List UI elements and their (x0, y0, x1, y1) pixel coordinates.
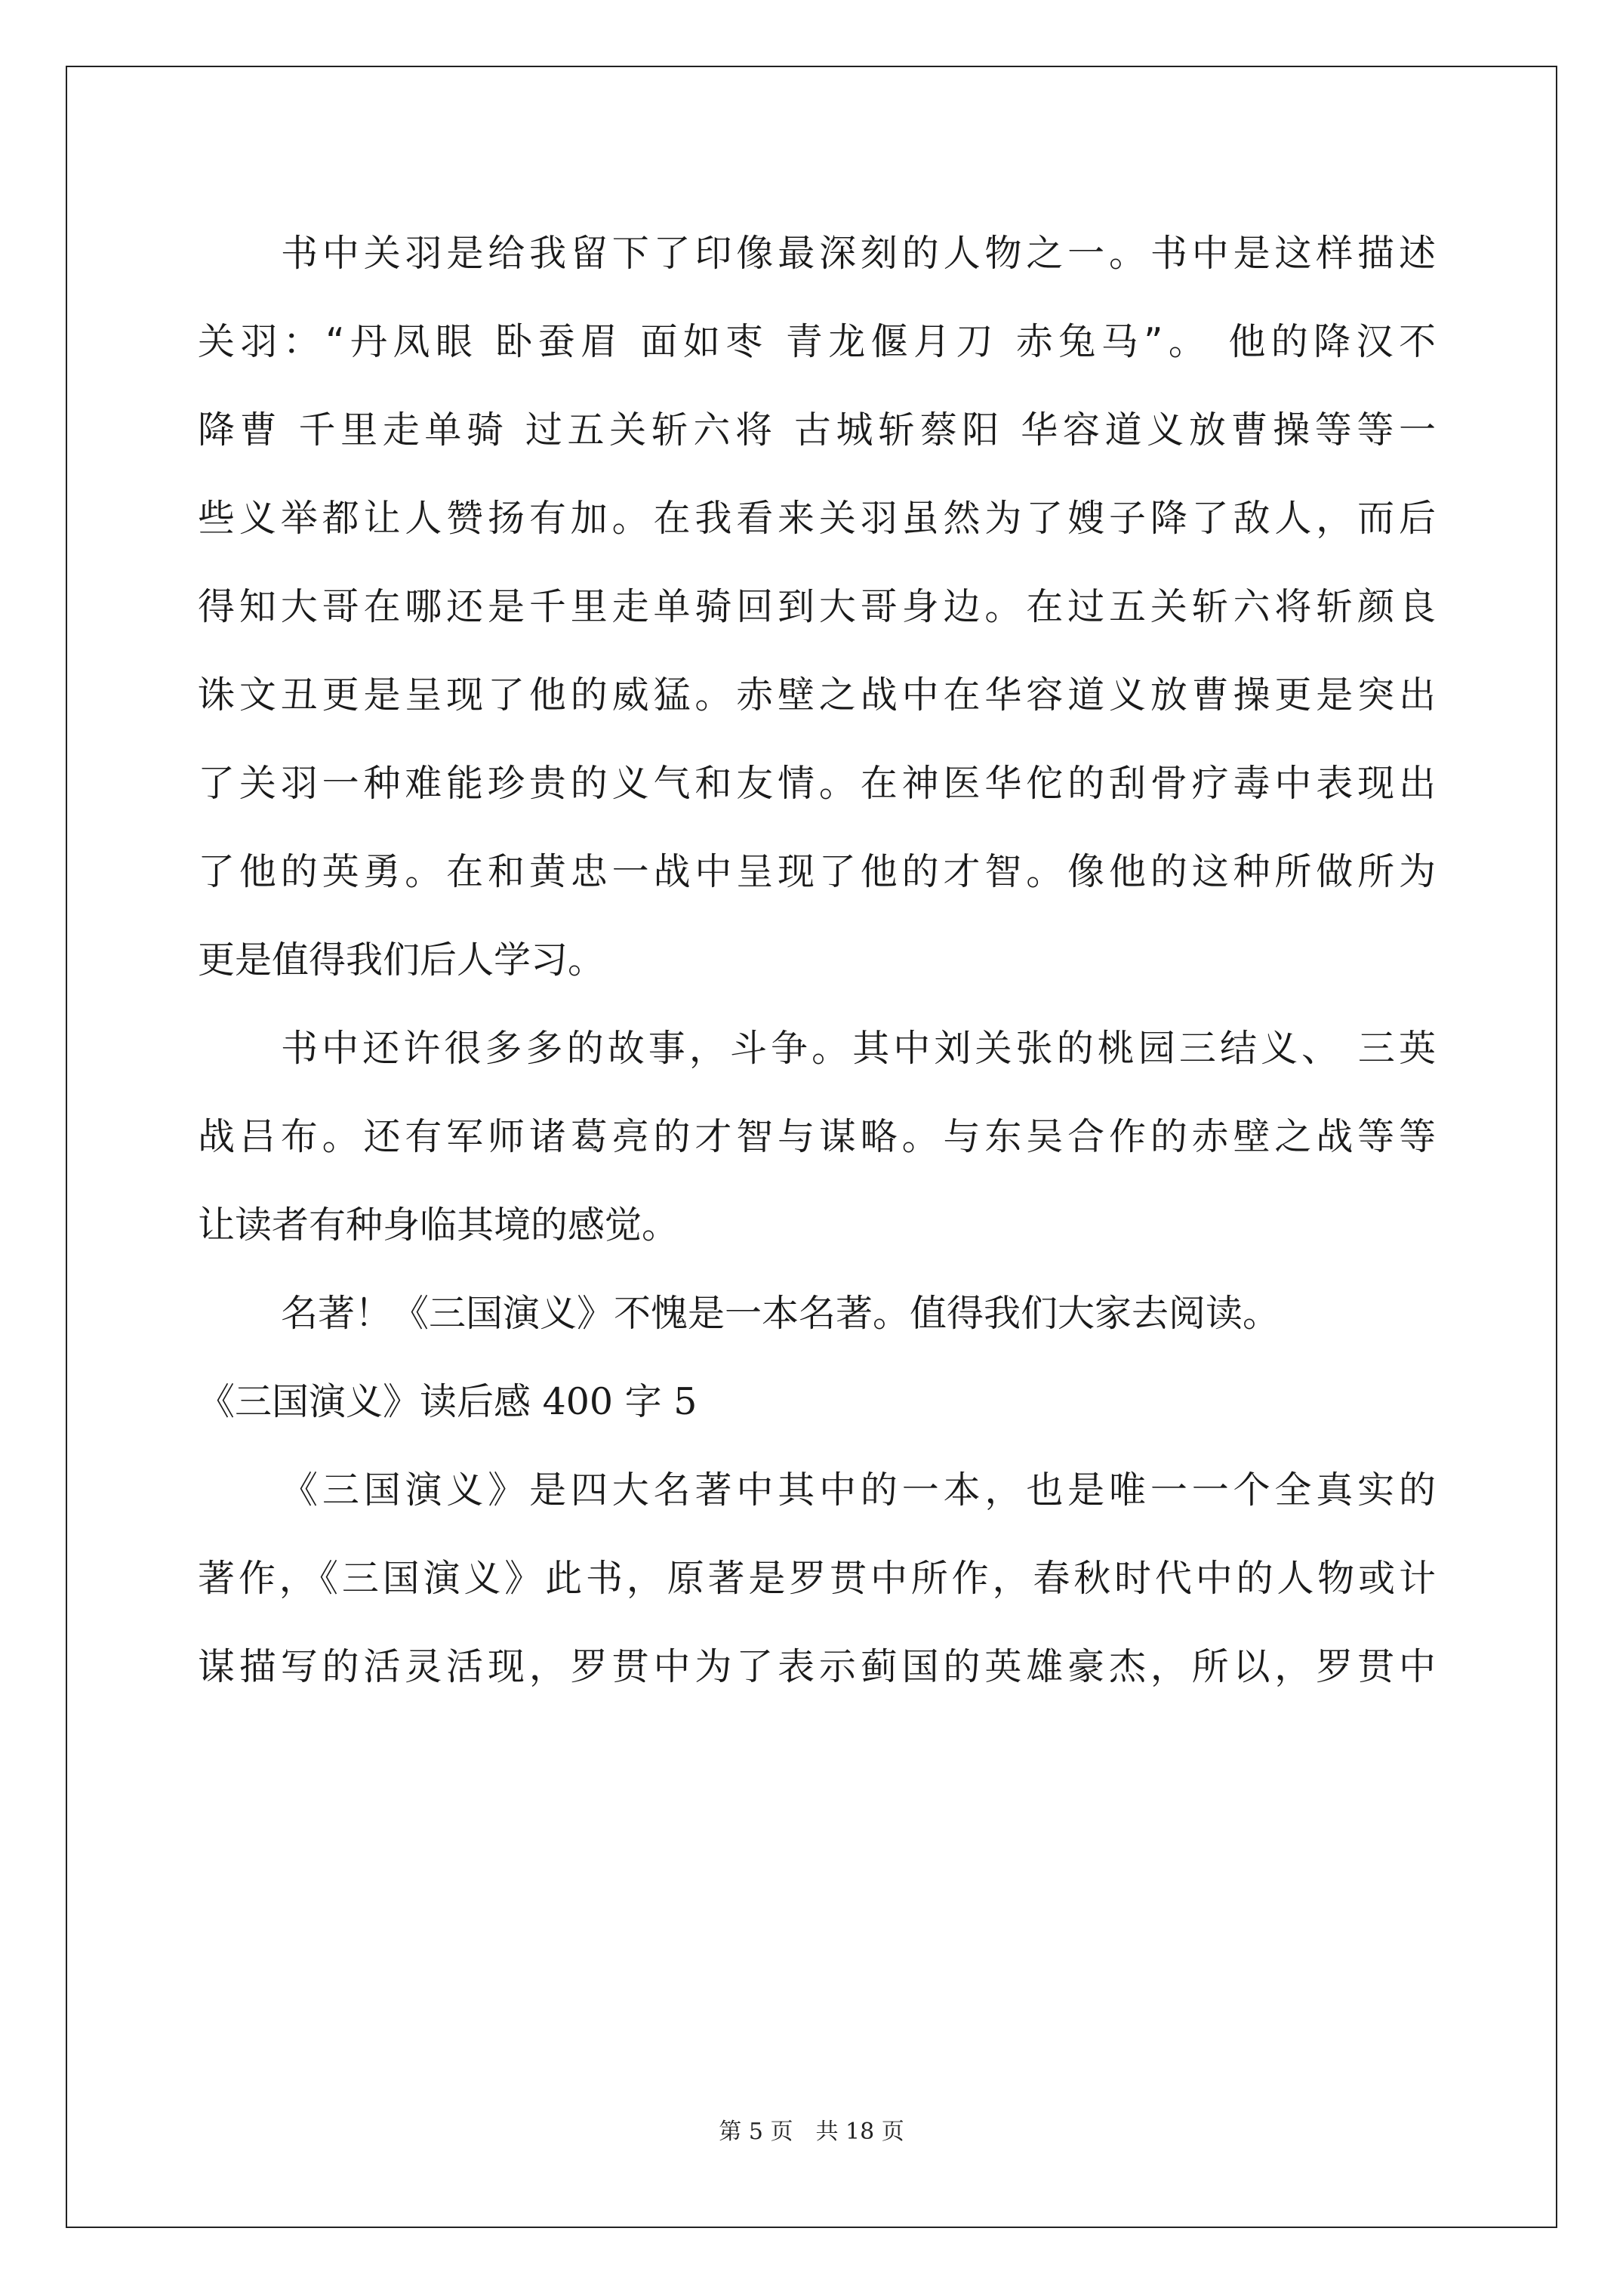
paragraph-line: 书中关羽是给我留下了印像最深刻的人物之一。书中是这样描述 (281, 232, 1436, 275)
paragraph-line: 关羽：“丹凤眼 卧蚕眉 面如枣 青龙偃月刀 赤兔马”。 他的降汉不 (198, 320, 1436, 363)
paragraph-line: 谋描写的活灵活现，罗贯中为了表示蓟国的英雄豪杰，所以，罗贯中 (198, 1645, 1436, 1688)
paragraph-line: 得知大哥在哪还是千里走单骑回到大哥身边。在过五关斩六将斩颜良 (198, 585, 1436, 628)
paragraph-line: 了他的英勇。在和黄忠一战中呈现了他的才智。像他的这种所做所为 (198, 850, 1436, 893)
paragraph-line: 降曹 千里走单骑 过五关斩六将 古城斩蔡阳 华容道义放曹操等等一 (198, 408, 1436, 451)
paragraph-line: 书中还许很多多的故事，斗争。其中刘关张的桃园三结义、 三英 (281, 1027, 1436, 1070)
document-body (198, 209, 1436, 1711)
paragraph-line: 著作，《三国演义》此书，原著是罗贯中所作，春秋时代中的人物或计 (198, 1557, 1436, 1600)
paragraph-line: 了关羽一种难能珍贵的义气和友情。在神医华佗的刮骨疗毒中表现出 (198, 762, 1436, 805)
paragraph-line: 《三国演义》是四大名著中其中的一本，也是唯一一个全真实的 (281, 1469, 1436, 1512)
paragraph-line: 诛文丑更是呈现了他的威猛。赤壁之战中在华容道义放曹操更是突出 (198, 673, 1436, 717)
paragraph-line: 战吕布。还有军师诸葛亮的才智与谋略。与东吴合作的赤壁之战等等 (198, 1115, 1436, 1158)
paragraph-line: 更是值得我们后人学习。 (198, 938, 605, 982)
section-heading: 《三国演义》读后感 400 字 5 (198, 1380, 698, 1423)
paragraph-line: 让读者有种身临其境的感觉。 (198, 1203, 679, 1247)
paragraph-line: 些义举都让人赞扬有加。在我看来关羽虽然为了嫂子降了敌人，而后 (198, 497, 1436, 540)
paragraph-line: 名著！《三国演义》不愧是一本名著。值得我们大家去阅读。 (281, 1292, 1280, 1335)
page-number-footer: 第 5 页 共 18 页 (719, 2119, 904, 2145)
